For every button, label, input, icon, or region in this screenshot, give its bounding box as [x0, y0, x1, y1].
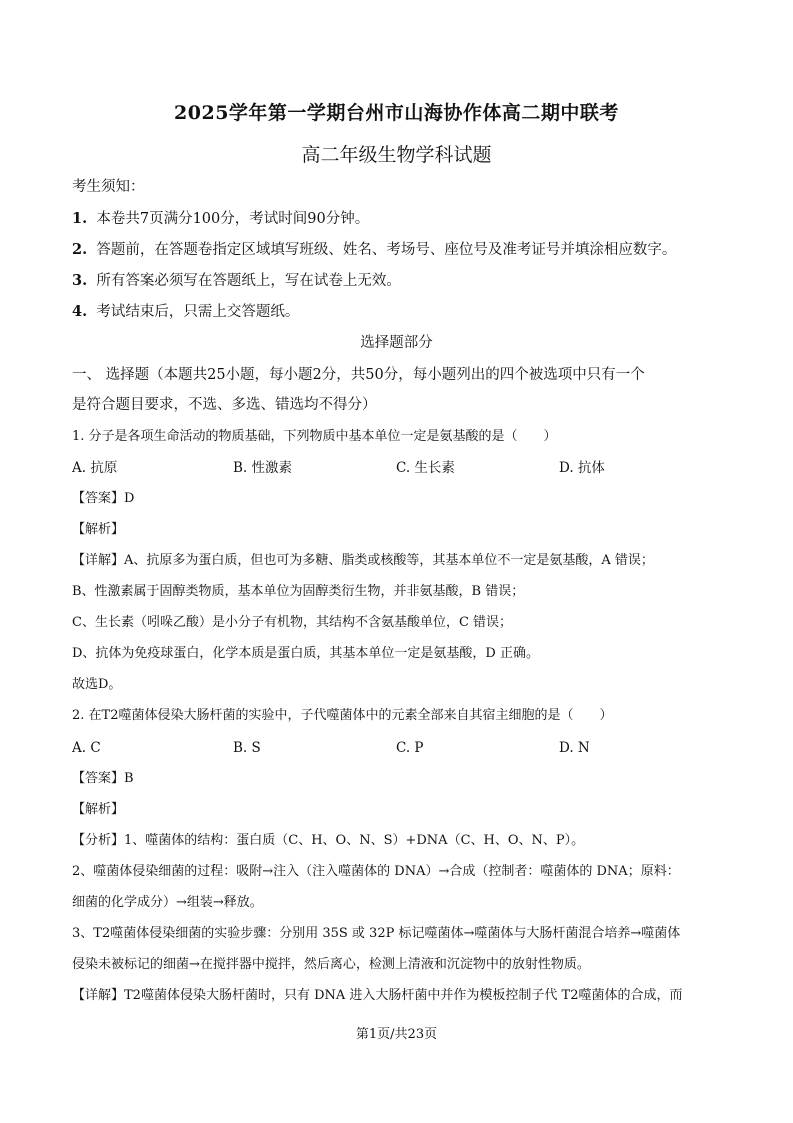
question-1-conclusion: 故选D。	[72, 677, 122, 692]
question-1-analysis-label: 【解析】	[72, 522, 125, 537]
question-2-detail-line: 【详解】T2噬菌体侵染大肠杆菌时，只有 DNA 进入大肠杆菌中并作为模板控制子代 T2噬菌体的合成，而	[72, 988, 683, 1003]
section-intro-line-2: 是符合题目要求，不选、多选、错选均不得分）	[72, 397, 377, 413]
question-2-analysis-label: 【解析】	[72, 802, 125, 817]
page-number: 第1页/共23页	[355, 1027, 438, 1042]
notice-item-4	[72, 302, 299, 322]
question-1-option-a: A. 抗原	[72, 460, 118, 476]
notice-item-number: 3.	[72, 272, 88, 289]
notice-item-text: 答题前，在答题卷指定区域填写班级、姓名、考场号、座位号及准考证号并填涂相应数字。	[96, 242, 677, 258]
notice-item-text: 所有答案必须写在答题纸上，写在试卷上无效。	[96, 273, 401, 289]
notice-item-text: 考试结束后，只需上交答题纸。	[96, 304, 300, 320]
question-1-option-c: C. 生长素	[396, 460, 455, 476]
question-2-stem: 2. 在T2噬菌体侵染大肠杆菌的实验中，子代噬菌体中的元素全部来自其宿主细胞的是（ ）	[72, 708, 613, 723]
section-intro-line-1: 一、 选择题（本题共25小题，每小题2分，共50分，每小题列出的四个被选项中只有一个	[72, 367, 645, 383]
notice-item-1	[72, 209, 369, 229]
notice-item-number: 4.	[72, 303, 88, 320]
notice-item-number: 2.	[72, 241, 88, 258]
question-1-detail-line: C、生长素（吲哚乙酸）是小分子有机物，其结构不含氨基酸单位，C 错误；	[72, 615, 513, 630]
notice-item-3	[72, 271, 401, 291]
question-1-detail-line: 【详解】A、抗原多为蛋白质，但也可为多糖、脂类或核酸等，其基本单位不一定是氨基酸，A 错误；	[72, 553, 654, 568]
question-1-stem: 1. 分子是各项生命活动的物质基础，下列物质中基本单位一定是氨基酸的是（ ）	[72, 429, 557, 444]
question-1-answer: 【答案】D	[72, 491, 135, 506]
question-2-analysis-line: 3、T2噬菌体侵染细菌的实验步骤：分别用 35S 或 32P 标记噬菌体→噬菌体与大肠杆菌混合培养→噬菌体	[72, 926, 681, 941]
notice-item-number: 1.	[72, 210, 88, 227]
question-2-analysis-line: 侵染未被标记的细菌→在搅拌器中搅拌，然后离心，检测上清液和沉淀物中的放射性物质。	[72, 957, 590, 972]
exam-title: 2025学年第一学期台州市山海协作体高二期中联考	[174, 102, 619, 124]
notice-item-text: 本卷共7页满分100分，考试时间90分钟。	[96, 211, 370, 227]
notice-heading: 考生须知：	[72, 179, 145, 195]
question-2-analysis-line: 细菌的化学成分）→组装→释放。	[72, 895, 263, 910]
question-2-option-d: D. N	[559, 740, 590, 756]
question-1-detail-line: B、性激素属于固醇类物质，基本单位为固醇类衍生物，并非氨基酸，B 错误；	[72, 584, 525, 599]
question-2-analysis-line: 【分析】1、噬菌体的结构：蛋白质（C、H、O、N、S）+DNA（C、H、O、N、P）。	[72, 833, 585, 848]
question-1-option-b: B. 性激素	[233, 460, 293, 476]
question-2-option-a: A. C	[72, 740, 101, 756]
exam-subtitle: 高二年级生物学科试题	[301, 144, 492, 166]
section-title: 选择题部分	[360, 335, 433, 351]
notice-item-2	[72, 240, 676, 260]
question-1-detail-line: D、抗体为免疫球蛋白，化学本质是蛋白质，其基本单位一定是氨基酸，D 正确。	[72, 646, 539, 661]
question-2-option-c: C. P	[396, 740, 424, 756]
question-1-option-d: D. 抗体	[559, 460, 605, 476]
question-2-option-b: B. S	[233, 740, 261, 756]
question-2-answer: 【答案】B	[72, 771, 134, 786]
question-2-analysis-line: 2、噬菌体侵染细菌的过程：吸附→注入（注入噬菌体的 DNA）→合成（控制者：噬菌体的 DNA；原料：	[72, 864, 680, 879]
